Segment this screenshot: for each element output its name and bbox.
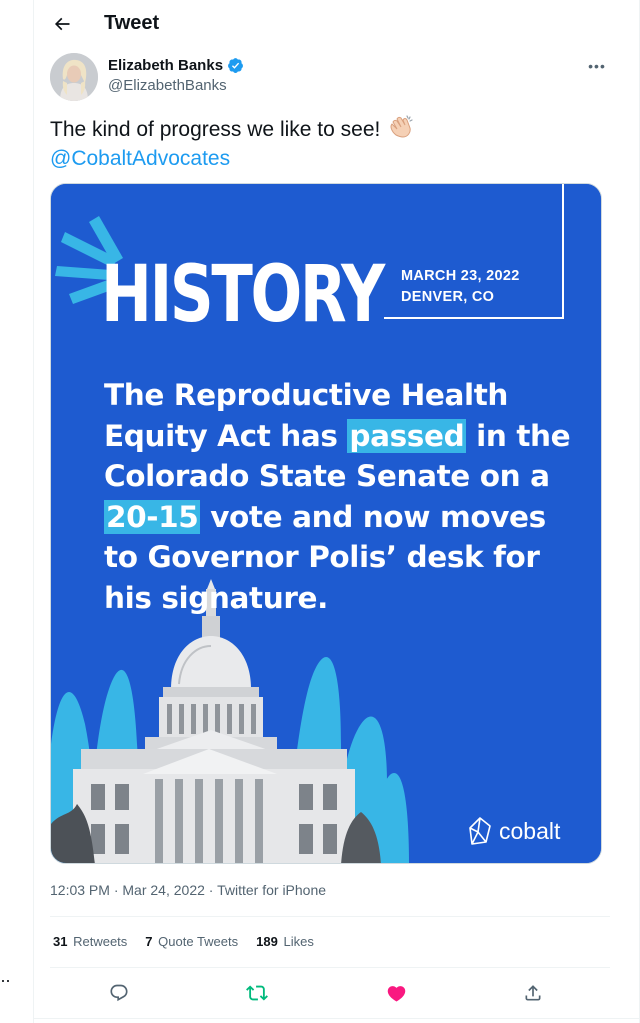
quotes-count: 7 bbox=[145, 934, 153, 949]
body-line: to Governor Polis’ desk for bbox=[104, 540, 540, 574]
tweet-source[interactable]: Twitter for iPhone bbox=[217, 882, 327, 898]
tweet-body: The kind of progress we like to see! bbox=[50, 118, 381, 141]
likes-count: 189 bbox=[256, 934, 278, 949]
retweets-count: 31 bbox=[53, 934, 68, 949]
highlight-passed: passed bbox=[349, 418, 465, 453]
reply-icon bbox=[109, 983, 129, 1003]
back-button[interactable] bbox=[48, 10, 76, 38]
media-body-text bbox=[104, 375, 574, 618]
likes-stat[interactable]: 189 Likes bbox=[256, 934, 314, 949]
tweet-meta bbox=[50, 882, 326, 898]
page-title: Tweet bbox=[104, 12, 160, 34]
arrow-left-icon bbox=[52, 14, 72, 34]
reply-button[interactable] bbox=[105, 979, 133, 1007]
share-button[interactable] bbox=[519, 979, 547, 1007]
tweet-time[interactable]: 12:03 PM bbox=[50, 882, 110, 898]
left-column-border bbox=[33, 0, 34, 1023]
share-icon bbox=[523, 983, 543, 1003]
tweet-author bbox=[50, 53, 610, 103]
media-date: MARCH 23, 2022 bbox=[401, 268, 520, 284]
cobalt-wordmark: cobalt bbox=[499, 817, 561, 844]
body-line: 20-15 vote and now moves bbox=[106, 499, 546, 534]
retweets-stat[interactable]: 31 Retweets bbox=[53, 934, 128, 949]
clapping-hands-icon bbox=[388, 115, 414, 139]
divider bbox=[34, 1018, 639, 1019]
heart-icon bbox=[386, 983, 407, 1004]
verified-badge-icon bbox=[227, 57, 244, 74]
tweet-date[interactable]: Mar 24, 2022 bbox=[122, 882, 205, 898]
divider bbox=[50, 967, 610, 968]
tweet-actions bbox=[50, 975, 610, 1011]
page-header bbox=[34, 0, 639, 48]
highlight-vote: 20-15 bbox=[106, 499, 199, 534]
media-location: DENVER, CO bbox=[401, 289, 495, 305]
retweet-icon bbox=[246, 982, 268, 1004]
tweet-text bbox=[50, 115, 610, 173]
body-line: his signature. bbox=[104, 580, 328, 615]
more-dots[interactable]: ·· bbox=[0, 970, 10, 990]
retweet-button[interactable] bbox=[243, 979, 271, 1007]
mention-link[interactable]: @CobaltAdvocates bbox=[50, 147, 231, 170]
cobalt-logo bbox=[467, 816, 560, 846]
tweet-stats bbox=[53, 934, 314, 949]
author-handle[interactable]: @ElizabethBanks bbox=[108, 77, 227, 94]
frame-line-vertical bbox=[562, 184, 564, 319]
media-headline: HISTORY bbox=[101, 250, 383, 340]
more-options-icon: ••• bbox=[588, 58, 606, 74]
more-options-button[interactable] bbox=[584, 53, 610, 79]
author-name[interactable]: Elizabeth Banks bbox=[108, 57, 224, 74]
body-line: Colorado State Senate on a bbox=[104, 459, 550, 493]
like-button[interactable] bbox=[382, 979, 410, 1007]
avatar[interactable] bbox=[50, 53, 98, 101]
body-line: The Reproductive Health bbox=[104, 378, 509, 412]
divider bbox=[50, 916, 610, 917]
cobalt-gem-icon bbox=[467, 816, 493, 846]
meta-separator: · bbox=[208, 882, 214, 898]
body-line: Equity Act has passed in the bbox=[104, 418, 571, 453]
meta-separator: · bbox=[113, 882, 119, 898]
frame-line-horizontal bbox=[384, 317, 564, 319]
tweet-media-image[interactable] bbox=[50, 183, 602, 864]
quotes-stat[interactable]: 7 Quote Tweets bbox=[145, 934, 239, 949]
